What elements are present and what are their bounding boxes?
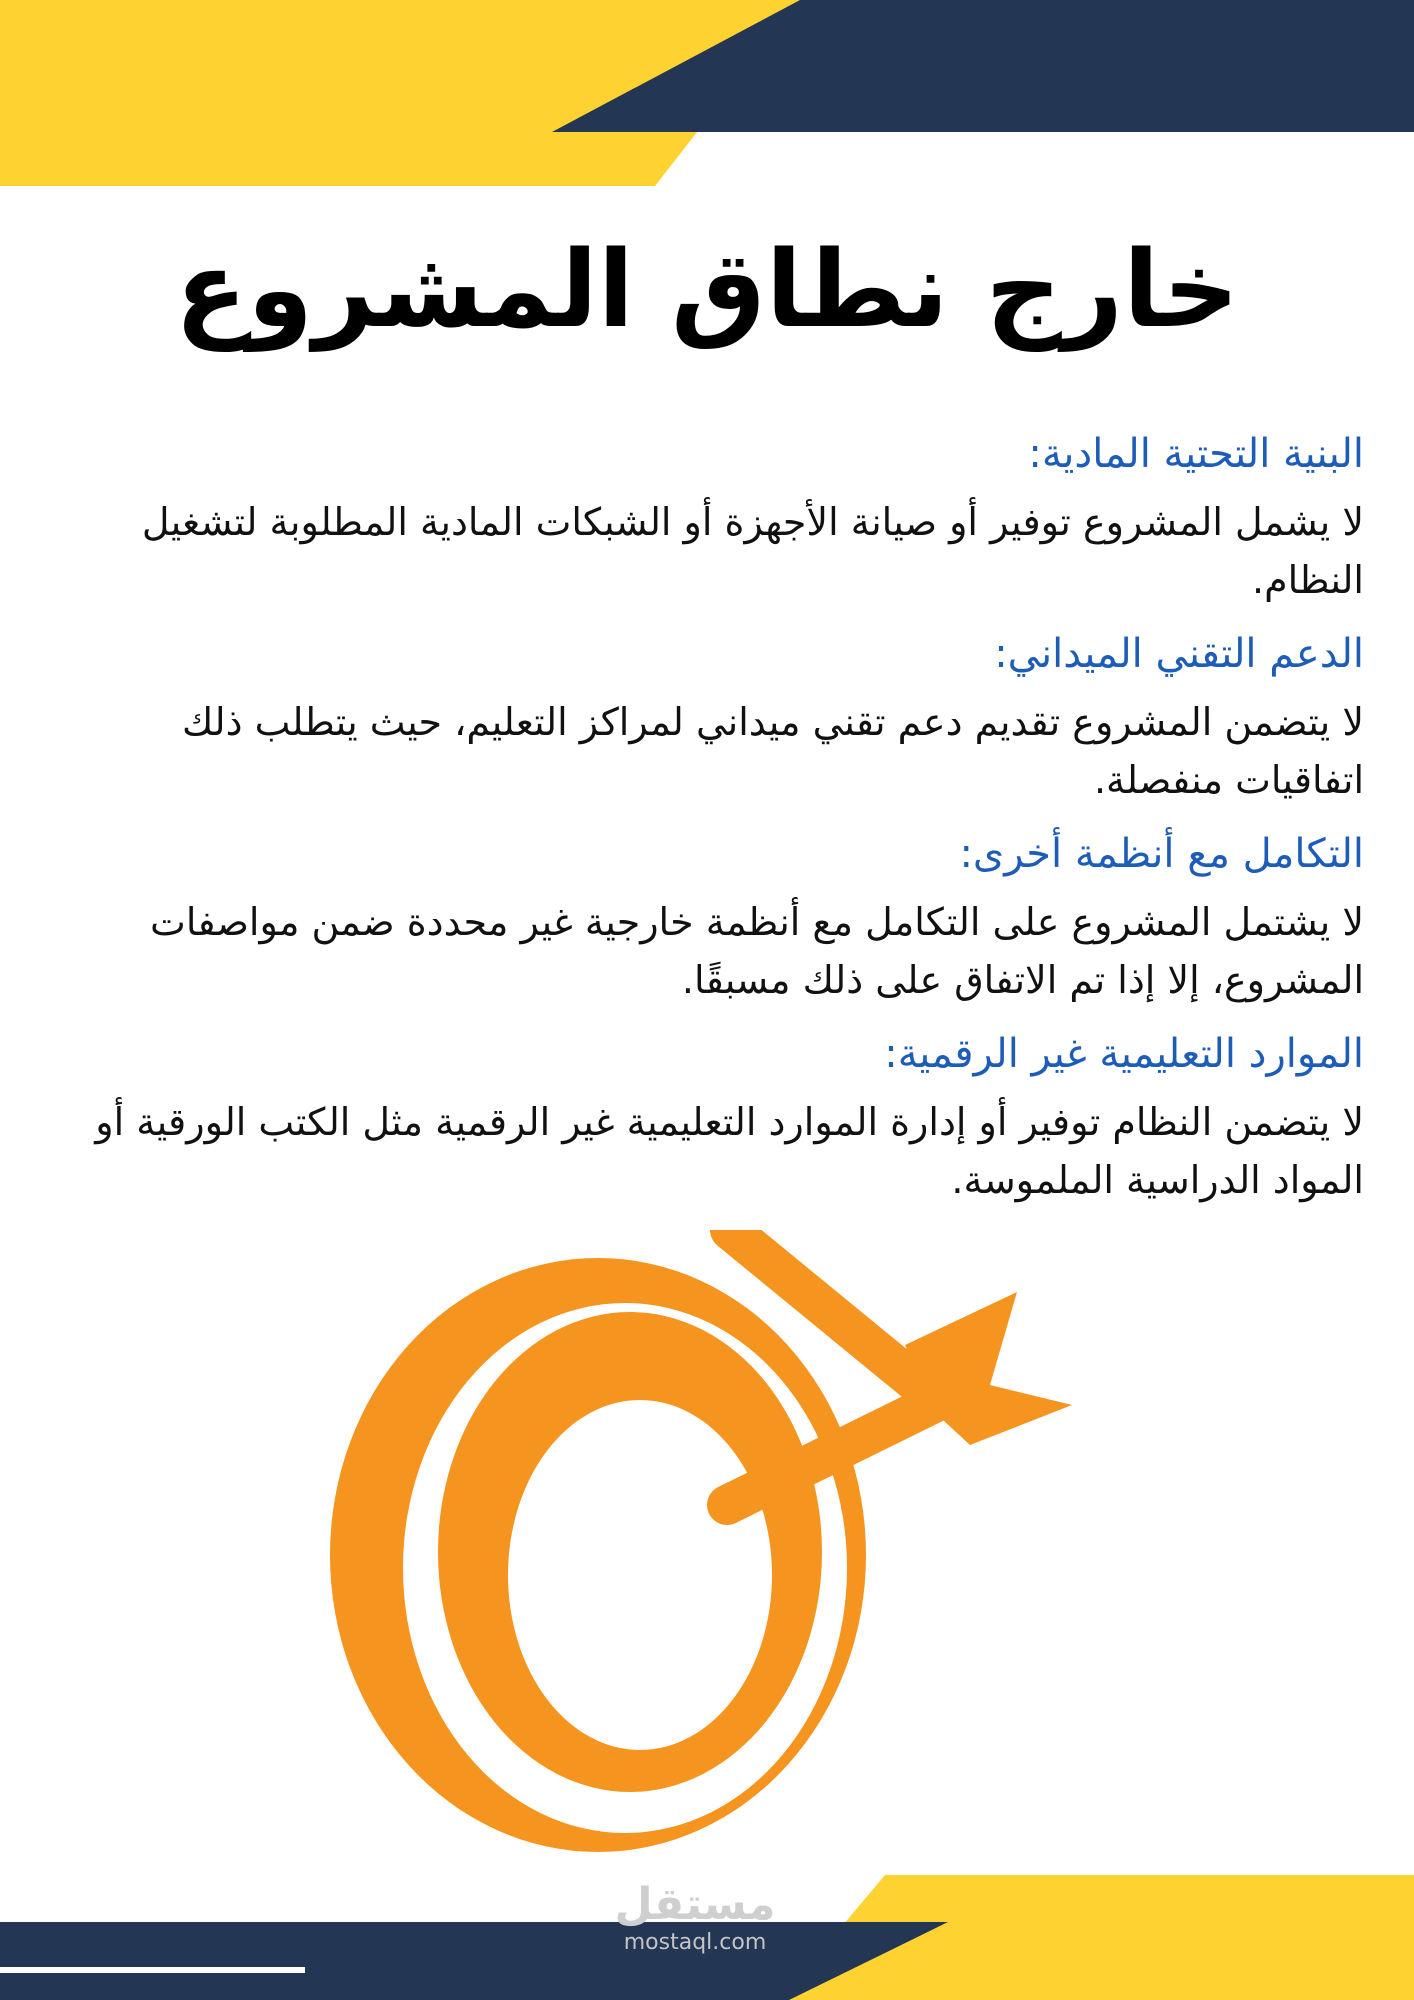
section-non-digital-resources — [74, 1025, 1364, 1209]
watermark — [600, 1880, 790, 1956]
section-field-support — [74, 625, 1364, 809]
page-title: خارج نطاق المشروع — [174, 228, 1240, 351]
section-integration — [74, 825, 1364, 1009]
content-sections — [74, 425, 1364, 1225]
section-body: لا يتضمن المشروع تقديم دعم تقني ميداني لمراكز التعليم، حيث يتطلب ذلك اتفاقيات منفصلة. — [181, 700, 1364, 802]
target-middle-ring — [438, 1312, 822, 1792]
section-heading: البنية التحتية المادية: — [1028, 431, 1364, 477]
bottom-navy-band — [0, 1922, 948, 2000]
section-heading: التكامل مع أنظمة أخرى: — [959, 831, 1364, 877]
section-physical-infrastructure — [74, 425, 1364, 609]
watermark-url: mostaql.com — [623, 1930, 767, 1955]
bottom-white-line — [0, 1967, 305, 1973]
target-arrow-icon — [330, 1230, 1090, 1880]
section-heading: الدعم التقني الميداني: — [994, 631, 1364, 677]
section-heading: الموارد التعليمية غير الرقمية: — [884, 1031, 1364, 1077]
section-body: لا يتضمن النظام توفير أو إدارة الموارد التعليمية غير الرقمية مثل الكتب الورقية أو المواد الدراسية الملموسة. — [95, 1100, 1364, 1202]
section-body: لا يشتمل المشروع على التكامل مع أنظمة خارجية غير محددة ضمن مواصفات المشروع، إلا إذا تم الاتفاق على ذلك مسبقًا. — [150, 900, 1364, 1002]
section-body: لا يشمل المشروع توفير أو صيانة الأجهزة أو الشبكات المادية المطلوبة لتشغيل النظام. — [141, 500, 1364, 602]
watermark-logo: مستقل — [614, 1879, 776, 1930]
